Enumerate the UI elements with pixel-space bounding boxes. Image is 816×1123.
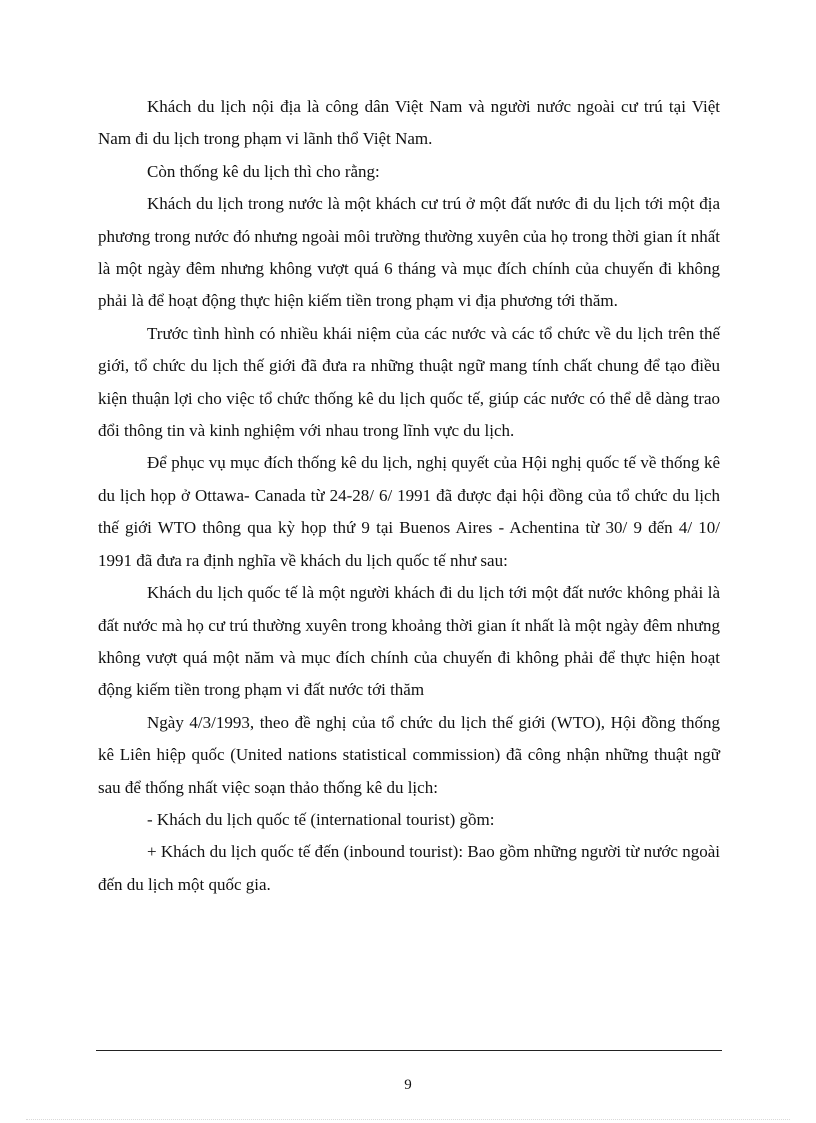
paragraph-un-statistics-commission: Ngày 4/3/1993, theo đề nghị của tổ chức du lịch thế giới (WTO), Hội đồng thống kê Liên hiệp quốc (United nations statistical commission) đã công nhận những thuật ngữ sau để thống nhất việc soạn thảo thống kê du lịch: xyxy=(98,712,720,797)
document-body xyxy=(98,91,720,901)
page-number: 9 xyxy=(404,1077,412,1093)
paragraph-domestic-statistics-definition: Khách du lịch trong nước là một khách cư trú ở một đất nước đi du lịch tới một địa phương trong nước đó nhưng ngoài môi trường thường xuyên của họ trong thời gian ít nhất là một ngày đêm nhưng không vượt quá 6 tháng và mục đích chính của chuyến đi không phải là để hoạt động thực hiện kiếm tiền trong phạm vi địa phương tới thăm. xyxy=(98,194,720,311)
paragraph-ottawa-resolution: Để phục vụ mục đích thống kê du lịch, nghị quyết của Hội nghị quốc tế về thống kê du lịch họp ở Ottawa- Canada từ 24-28/ 6/ 1991 đã được đại hội đồng của tổ chức du lịch thế giới WTO thông qua kỳ họp thứ 9 tại Buenos Aires - Achentina từ 30/ 9 đến 4/ 10/ 1991 đã đưa ra định nghĩa về khách du lịch quốc tế như sau: xyxy=(98,453,720,570)
page-edge-guide xyxy=(26,1119,790,1120)
paragraph-world-tourism-context: Trước tình hình có nhiều khái niệm của các nước và các tổ chức về du lịch trên thế giới, tổ chức du lịch thế giới đã đưa ra những thuật ngữ mang tính chất chung để tạo điều kiện thuận lợi cho việc tổ chức thống kê du lịch quốc tế, giúp các nước có thể dễ dàng trao đổi thông tin và kinh nghiệm với nhau trong lĩnh vực du lịch. xyxy=(98,323,720,441)
paragraph-domestic-tourist: Khách du lịch nội địa là công dân Việt Nam và người nước ngoài cư trú tại Việt Nam đi du lịch trong phạm vi lãnh thổ Việt Nam. xyxy=(98,97,720,149)
list-item-international-tourist: - Khách du lịch quốc tế (international tourist) gồm: xyxy=(147,809,495,829)
paragraph-statistics-intro: Còn thống kê du lịch thì cho rằng: xyxy=(147,161,380,181)
paragraph-international-tourist-definition: Khách du lịch quốc tế là một người khách đi du lịch tới một đất nước không phải là đất nước mà họ cư trú thường xuyên trong khoảng thời gian ít nhất là một ngày đêm nhưng không vượt quá một năm và mục đích chính của chuyến đi không phải để thực hiện hoạt động kiếm tiền trong phạm vi đất nước tới thăm xyxy=(98,583,720,700)
list-item-inbound-tourist: + Khách du lịch quốc tế đến (inbound tourist): Bao gồm những người từ nước ngoài đến du lịch một quốc gia. xyxy=(98,842,720,894)
footer-divider xyxy=(96,1050,722,1051)
